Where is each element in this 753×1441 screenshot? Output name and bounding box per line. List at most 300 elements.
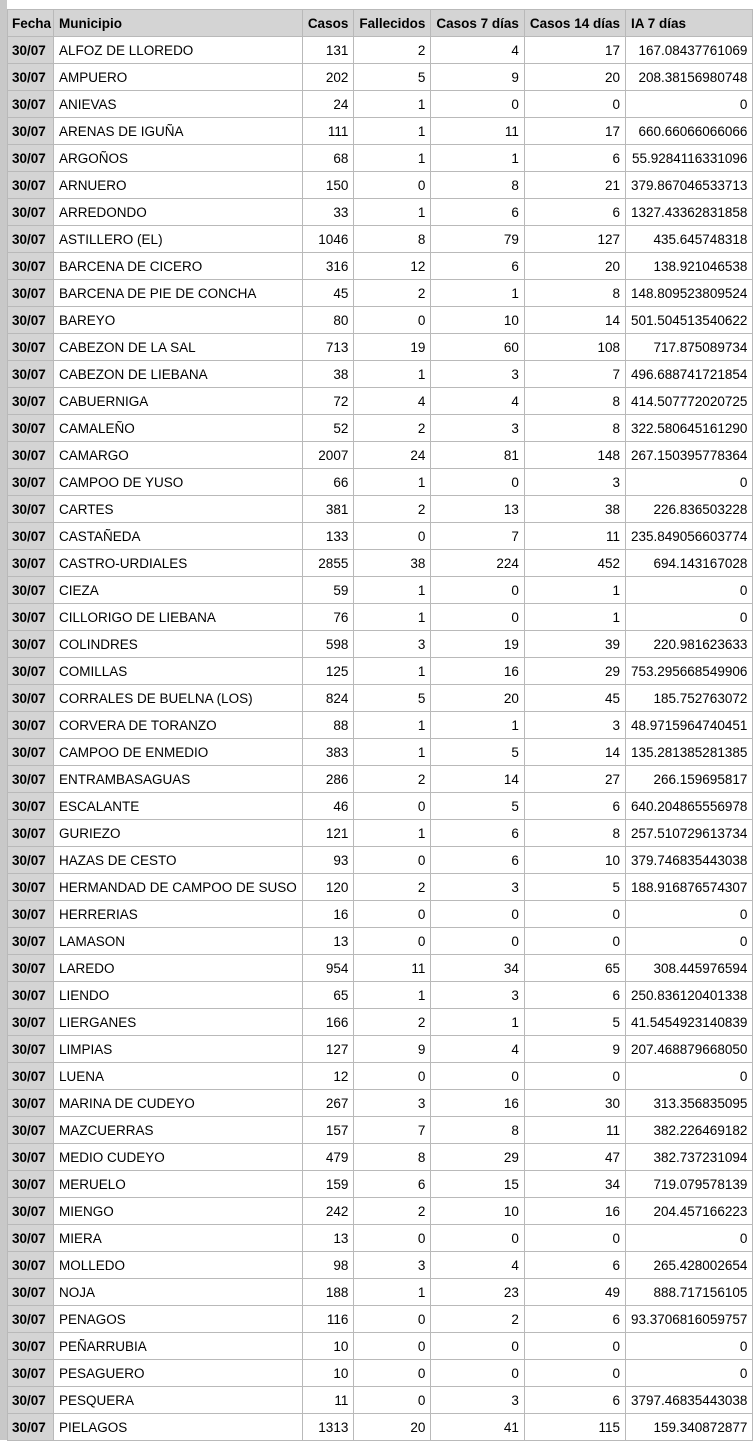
cell-casos-7-dias[interactable]: 34 [431, 955, 525, 982]
cell-municipio[interactable]: BAREYO [54, 307, 303, 334]
cell-fecha[interactable]: 30/07 [8, 415, 54, 442]
cell-fecha[interactable]: 30/07 [8, 145, 54, 172]
cell-casos-7-dias[interactable]: 81 [431, 442, 525, 469]
cell-casos-7-dias[interactable]: 9 [431, 64, 525, 91]
cell-ia-7-dias[interactable]: 0 [625, 1225, 752, 1252]
cell-fallecidos[interactable]: 1 [354, 712, 431, 739]
cell-ia-7-dias[interactable]: 382.737231094 [625, 1144, 752, 1171]
cell-ia-7-dias[interactable]: 148.809523809524 [625, 280, 752, 307]
cell-fallecidos[interactable]: 1 [354, 820, 431, 847]
cell-ia-7-dias[interactable]: 308.445976594 [625, 955, 752, 982]
cell-casos[interactable]: 46 [302, 793, 354, 820]
cell-casos[interactable]: 111 [302, 118, 354, 145]
cell-fallecidos[interactable]: 0 [354, 307, 431, 334]
cell-casos-14-dias[interactable]: 45 [524, 685, 625, 712]
cell-ia-7-dias[interactable]: 257.510729613734 [625, 820, 752, 847]
cell-fecha[interactable]: 30/07 [8, 1252, 54, 1279]
cell-municipio[interactable]: ALFOZ DE LLOREDO [54, 37, 303, 64]
header-casos-14-dias[interactable]: Casos 14 días [524, 10, 625, 37]
cell-ia-7-dias[interactable]: 204.457166223 [625, 1198, 752, 1225]
cell-casos[interactable]: 11 [302, 1387, 354, 1414]
cell-municipio[interactable]: PIELAGOS [54, 1414, 303, 1441]
cell-casos-14-dias[interactable]: 6 [524, 1306, 625, 1333]
cell-casos[interactable]: 2855 [302, 550, 354, 577]
cell-fallecidos[interactable]: 4 [354, 388, 431, 415]
cell-fallecidos[interactable]: 8 [354, 1144, 431, 1171]
cell-ia-7-dias[interactable]: 888.717156105 [625, 1279, 752, 1306]
cell-fallecidos[interactable]: 3 [354, 631, 431, 658]
cell-casos-14-dias[interactable]: 20 [524, 253, 625, 280]
cell-fecha[interactable]: 30/07 [8, 928, 54, 955]
cell-fallecidos[interactable]: 0 [354, 793, 431, 820]
cell-municipio[interactable]: LUENA [54, 1063, 303, 1090]
cell-fecha[interactable]: 30/07 [8, 253, 54, 280]
cell-casos[interactable]: 16 [302, 901, 354, 928]
cell-municipio[interactable]: CABEZON DE LIEBANA [54, 361, 303, 388]
cell-ia-7-dias[interactable]: 0 [625, 1360, 752, 1387]
cell-casos-14-dias[interactable]: 8 [524, 388, 625, 415]
cell-ia-7-dias[interactable]: 3797.46835443038 [625, 1387, 752, 1414]
cell-fecha[interactable]: 30/07 [8, 550, 54, 577]
header-fecha[interactable]: Fecha [8, 10, 54, 37]
cell-fallecidos[interactable]: 1 [354, 469, 431, 496]
cell-casos-7-dias[interactable]: 1 [431, 145, 525, 172]
cell-municipio[interactable]: MOLLEDO [54, 1252, 303, 1279]
cell-fecha[interactable]: 30/07 [8, 1306, 54, 1333]
cell-ia-7-dias[interactable]: 379.867046533713 [625, 172, 752, 199]
cell-fallecidos[interactable]: 0 [354, 1306, 431, 1333]
cell-casos-7-dias[interactable]: 0 [431, 928, 525, 955]
cell-casos-14-dias[interactable]: 127 [524, 226, 625, 253]
cell-casos-7-dias[interactable]: 10 [431, 1198, 525, 1225]
cell-fallecidos[interactable]: 5 [354, 64, 431, 91]
cell-municipio[interactable]: ASTILLERO (EL) [54, 226, 303, 253]
cell-casos-7-dias[interactable]: 14 [431, 766, 525, 793]
cell-casos-7-dias[interactable]: 0 [431, 1225, 525, 1252]
cell-municipio[interactable]: PESQUERA [54, 1387, 303, 1414]
cell-fallecidos[interactable]: 38 [354, 550, 431, 577]
cell-municipio[interactable]: ENTRAMBASAGUAS [54, 766, 303, 793]
cell-fecha[interactable]: 30/07 [8, 442, 54, 469]
cell-ia-7-dias[interactable]: 719.079578139 [625, 1171, 752, 1198]
cell-ia-7-dias[interactable]: 159.340872877 [625, 1414, 752, 1441]
cell-fallecidos[interactable]: 1 [354, 982, 431, 1009]
cell-ia-7-dias[interactable]: 220.981623633 [625, 631, 752, 658]
cell-municipio[interactable]: CIEZA [54, 577, 303, 604]
cell-fallecidos[interactable]: 0 [354, 928, 431, 955]
cell-ia-7-dias[interactable]: 1327.43362831858 [625, 199, 752, 226]
cell-casos-14-dias[interactable]: 6 [524, 1387, 625, 1414]
cell-fallecidos[interactable]: 0 [354, 1225, 431, 1252]
header-municipio[interactable]: Municipio [54, 10, 303, 37]
cell-casos-7-dias[interactable]: 6 [431, 820, 525, 847]
cell-casos-14-dias[interactable]: 8 [524, 820, 625, 847]
cell-casos-14-dias[interactable]: 0 [524, 1333, 625, 1360]
cell-casos-14-dias[interactable]: 16 [524, 1198, 625, 1225]
cell-municipio[interactable]: NOJA [54, 1279, 303, 1306]
cell-municipio[interactable]: CASTAÑEDA [54, 523, 303, 550]
cell-casos[interactable]: 2007 [302, 442, 354, 469]
cell-casos[interactable]: 824 [302, 685, 354, 712]
header-ia-7-dias[interactable]: IA 7 días [625, 10, 752, 37]
header-casos-7-dias[interactable]: Casos 7 días [431, 10, 525, 37]
cell-casos[interactable]: 10 [302, 1333, 354, 1360]
cell-casos[interactable]: 125 [302, 658, 354, 685]
cell-fecha[interactable]: 30/07 [8, 955, 54, 982]
cell-casos-7-dias[interactable]: 23 [431, 1279, 525, 1306]
cell-ia-7-dias[interactable]: 0 [625, 1063, 752, 1090]
cell-casos-7-dias[interactable]: 8 [431, 1117, 525, 1144]
cell-casos-14-dias[interactable]: 39 [524, 631, 625, 658]
cell-fecha[interactable]: 30/07 [8, 874, 54, 901]
cell-casos-14-dias[interactable]: 0 [524, 1063, 625, 1090]
cell-casos-7-dias[interactable]: 0 [431, 577, 525, 604]
cell-casos[interactable]: 10 [302, 1360, 354, 1387]
cell-casos[interactable]: 202 [302, 64, 354, 91]
cell-fecha[interactable]: 30/07 [8, 901, 54, 928]
cell-fallecidos[interactable]: 1 [354, 361, 431, 388]
cell-casos-14-dias[interactable]: 17 [524, 37, 625, 64]
cell-fecha[interactable]: 30/07 [8, 1036, 54, 1063]
cell-fecha[interactable]: 30/07 [8, 1360, 54, 1387]
cell-casos-14-dias[interactable]: 20 [524, 64, 625, 91]
cell-casos[interactable]: 24 [302, 91, 354, 118]
cell-fecha[interactable]: 30/07 [8, 658, 54, 685]
cell-fecha[interactable]: 30/07 [8, 523, 54, 550]
cell-fallecidos[interactable]: 12 [354, 253, 431, 280]
cell-casos[interactable]: 116 [302, 1306, 354, 1333]
cell-ia-7-dias[interactable]: 250.836120401338 [625, 982, 752, 1009]
cell-municipio[interactable]: CAMPOO DE YUSO [54, 469, 303, 496]
cell-casos-14-dias[interactable]: 1 [524, 577, 625, 604]
cell-municipio[interactable]: MIENGO [54, 1198, 303, 1225]
cell-casos-7-dias[interactable]: 6 [431, 847, 525, 874]
cell-casos[interactable]: 127 [302, 1036, 354, 1063]
cell-fallecidos[interactable]: 1 [354, 199, 431, 226]
cell-casos[interactable]: 33 [302, 199, 354, 226]
cell-ia-7-dias[interactable]: 313.356835095 [625, 1090, 752, 1117]
cell-ia-7-dias[interactable]: 135.281385281385 [625, 739, 752, 766]
cell-municipio[interactable]: PESAGUERO [54, 1360, 303, 1387]
cell-fallecidos[interactable]: 2 [354, 37, 431, 64]
cell-fecha[interactable]: 30/07 [8, 64, 54, 91]
cell-casos[interactable]: 242 [302, 1198, 354, 1225]
cell-casos[interactable]: 383 [302, 739, 354, 766]
cell-fecha[interactable]: 30/07 [8, 604, 54, 631]
cell-ia-7-dias[interactable]: 0 [625, 604, 752, 631]
cell-municipio[interactable]: CORRALES DE BUELNA (LOS) [54, 685, 303, 712]
cell-casos-14-dias[interactable]: 6 [524, 145, 625, 172]
cell-casos[interactable]: 66 [302, 469, 354, 496]
cell-fecha[interactable]: 30/07 [8, 739, 54, 766]
cell-casos-14-dias[interactable]: 8 [524, 280, 625, 307]
cell-casos-7-dias[interactable]: 16 [431, 1090, 525, 1117]
cell-fallecidos[interactable]: 2 [354, 766, 431, 793]
cell-municipio[interactable]: COLINDRES [54, 631, 303, 658]
cell-casos-7-dias[interactable]: 16 [431, 658, 525, 685]
cell-casos-7-dias[interactable]: 4 [431, 37, 525, 64]
cell-casos[interactable]: 120 [302, 874, 354, 901]
cell-casos-14-dias[interactable]: 10 [524, 847, 625, 874]
cell-casos-14-dias[interactable]: 27 [524, 766, 625, 793]
cell-casos[interactable]: 286 [302, 766, 354, 793]
cell-ia-7-dias[interactable]: 55.9284116331096 [625, 145, 752, 172]
cell-fecha[interactable]: 30/07 [8, 199, 54, 226]
cell-municipio[interactable]: BARCENA DE CICERO [54, 253, 303, 280]
cell-casos-7-dias[interactable]: 60 [431, 334, 525, 361]
cell-casos[interactable]: 93 [302, 847, 354, 874]
cell-ia-7-dias[interactable]: 41.5454923140839 [625, 1009, 752, 1036]
cell-ia-7-dias[interactable]: 208.38156980748 [625, 64, 752, 91]
cell-municipio[interactable]: CARTES [54, 496, 303, 523]
cell-casos[interactable]: 479 [302, 1144, 354, 1171]
cell-fecha[interactable]: 30/07 [8, 712, 54, 739]
cell-casos[interactable]: 157 [302, 1117, 354, 1144]
cell-casos[interactable]: 13 [302, 1225, 354, 1252]
cell-municipio[interactable]: CAMARGO [54, 442, 303, 469]
cell-casos-7-dias[interactable]: 0 [431, 901, 525, 928]
cell-casos-14-dias[interactable]: 6 [524, 1252, 625, 1279]
cell-fallecidos[interactable]: 1 [354, 577, 431, 604]
cell-casos-7-dias[interactable]: 6 [431, 199, 525, 226]
cell-casos-7-dias[interactable]: 0 [431, 1333, 525, 1360]
cell-fecha[interactable]: 30/07 [8, 1414, 54, 1441]
cell-casos[interactable]: 150 [302, 172, 354, 199]
cell-municipio[interactable]: CASTRO-URDIALES [54, 550, 303, 577]
cell-casos[interactable]: 131 [302, 37, 354, 64]
cell-ia-7-dias[interactable]: 0 [625, 91, 752, 118]
cell-casos[interactable]: 68 [302, 145, 354, 172]
cell-fallecidos[interactable]: 0 [354, 1387, 431, 1414]
cell-municipio[interactable]: CAMALEÑO [54, 415, 303, 442]
cell-municipio[interactable]: MIERA [54, 1225, 303, 1252]
cell-municipio[interactable]: CORVERA DE TORANZO [54, 712, 303, 739]
cell-fecha[interactable]: 30/07 [8, 388, 54, 415]
cell-casos-7-dias[interactable]: 19 [431, 631, 525, 658]
cell-casos-7-dias[interactable]: 0 [431, 1063, 525, 1090]
cell-casos-14-dias[interactable]: 0 [524, 91, 625, 118]
cell-fallecidos[interactable]: 0 [354, 1063, 431, 1090]
cell-ia-7-dias[interactable]: 640.204865556978 [625, 793, 752, 820]
cell-casos[interactable]: 316 [302, 253, 354, 280]
cell-casos[interactable]: 98 [302, 1252, 354, 1279]
cell-ia-7-dias[interactable]: 382.226469182 [625, 1117, 752, 1144]
cell-casos-7-dias[interactable]: 6 [431, 253, 525, 280]
cell-fallecidos[interactable]: 3 [354, 1090, 431, 1117]
cell-casos-14-dias[interactable]: 6 [524, 199, 625, 226]
cell-casos-7-dias[interactable]: 5 [431, 793, 525, 820]
cell-fecha[interactable]: 30/07 [8, 1279, 54, 1306]
cell-fecha[interactable]: 30/07 [8, 793, 54, 820]
cell-casos-7-dias[interactable]: 3 [431, 982, 525, 1009]
cell-fecha[interactable]: 30/07 [8, 91, 54, 118]
cell-casos-14-dias[interactable]: 0 [524, 928, 625, 955]
cell-ia-7-dias[interactable]: 753.295668549906 [625, 658, 752, 685]
cell-casos-7-dias[interactable]: 20 [431, 685, 525, 712]
cell-fecha[interactable]: 30/07 [8, 1144, 54, 1171]
cell-ia-7-dias[interactable]: 501.504513540622 [625, 307, 752, 334]
cell-ia-7-dias[interactable]: 0 [625, 1333, 752, 1360]
cell-fecha[interactable]: 30/07 [8, 766, 54, 793]
cell-casos-14-dias[interactable]: 30 [524, 1090, 625, 1117]
cell-municipio[interactable]: ARENAS DE IGUÑA [54, 118, 303, 145]
cell-casos[interactable]: 72 [302, 388, 354, 415]
cell-municipio[interactable]: LAREDO [54, 955, 303, 982]
cell-fallecidos[interactable]: 1 [354, 145, 431, 172]
cell-fallecidos[interactable]: 1 [354, 1279, 431, 1306]
cell-fallecidos[interactable]: 24 [354, 442, 431, 469]
cell-fecha[interactable]: 30/07 [8, 631, 54, 658]
cell-ia-7-dias[interactable]: 379.746835443038 [625, 847, 752, 874]
cell-fallecidos[interactable]: 2 [354, 1198, 431, 1225]
cell-casos-7-dias[interactable]: 1 [431, 712, 525, 739]
cell-fecha[interactable]: 30/07 [8, 334, 54, 361]
cell-municipio[interactable]: LAMASON [54, 928, 303, 955]
cell-municipio[interactable]: CILLORIGO DE LIEBANA [54, 604, 303, 631]
cell-fecha[interactable]: 30/07 [8, 1063, 54, 1090]
cell-casos[interactable]: 1313 [302, 1414, 354, 1441]
cell-casos-14-dias[interactable]: 115 [524, 1414, 625, 1441]
cell-casos-7-dias[interactable]: 29 [431, 1144, 525, 1171]
cell-fallecidos[interactable]: 1 [354, 604, 431, 631]
cell-casos-14-dias[interactable]: 0 [524, 1360, 625, 1387]
cell-casos-7-dias[interactable]: 5 [431, 739, 525, 766]
cell-municipio[interactable]: HAZAS DE CESTO [54, 847, 303, 874]
cell-fallecidos[interactable]: 5 [354, 685, 431, 712]
cell-casos-7-dias[interactable]: 13 [431, 496, 525, 523]
cell-casos-14-dias[interactable]: 452 [524, 550, 625, 577]
cell-ia-7-dias[interactable]: 414.507772020725 [625, 388, 752, 415]
cell-casos-7-dias[interactable]: 0 [431, 91, 525, 118]
cell-casos[interactable]: 954 [302, 955, 354, 982]
cell-fallecidos[interactable]: 19 [354, 334, 431, 361]
cell-casos[interactable]: 381 [302, 496, 354, 523]
cell-casos[interactable]: 52 [302, 415, 354, 442]
cell-municipio[interactable]: CABUERNIGA [54, 388, 303, 415]
cell-casos-7-dias[interactable]: 0 [431, 604, 525, 631]
cell-ia-7-dias[interactable]: 207.468879668050 [625, 1036, 752, 1063]
cell-casos-14-dias[interactable]: 38 [524, 496, 625, 523]
cell-fecha[interactable]: 30/07 [8, 1333, 54, 1360]
cell-ia-7-dias[interactable]: 496.688741721854 [625, 361, 752, 388]
cell-fecha[interactable]: 30/07 [8, 1225, 54, 1252]
cell-ia-7-dias[interactable]: 266.159695817 [625, 766, 752, 793]
cell-municipio[interactable]: LIMPIAS [54, 1036, 303, 1063]
cell-casos-7-dias[interactable]: 4 [431, 388, 525, 415]
cell-casos-7-dias[interactable]: 4 [431, 1252, 525, 1279]
cell-fecha[interactable]: 30/07 [8, 685, 54, 712]
cell-ia-7-dias[interactable]: 48.9715964740451 [625, 712, 752, 739]
cell-ia-7-dias[interactable]: 0 [625, 901, 752, 928]
cell-casos[interactable]: 13 [302, 928, 354, 955]
cell-casos[interactable]: 133 [302, 523, 354, 550]
cell-fallecidos[interactable]: 20 [354, 1414, 431, 1441]
cell-casos-14-dias[interactable]: 11 [524, 1117, 625, 1144]
cell-casos[interactable]: 159 [302, 1171, 354, 1198]
cell-ia-7-dias[interactable]: 267.150395778364 [625, 442, 752, 469]
cell-fallecidos[interactable]: 0 [354, 523, 431, 550]
cell-municipio[interactable]: PENAGOS [54, 1306, 303, 1333]
cell-ia-7-dias[interactable]: 265.428002654 [625, 1252, 752, 1279]
cell-municipio[interactable]: PEÑARRUBIA [54, 1333, 303, 1360]
cell-casos-7-dias[interactable]: 3 [431, 415, 525, 442]
cell-municipio[interactable]: CAMPOO DE ENMEDIO [54, 739, 303, 766]
cell-casos-7-dias[interactable]: 41 [431, 1414, 525, 1441]
cell-casos[interactable]: 80 [302, 307, 354, 334]
cell-casos-7-dias[interactable]: 10 [431, 307, 525, 334]
cell-casos-7-dias[interactable]: 224 [431, 550, 525, 577]
cell-casos-14-dias[interactable]: 14 [524, 307, 625, 334]
cell-fallecidos[interactable]: 11 [354, 955, 431, 982]
cell-casos[interactable]: 267 [302, 1090, 354, 1117]
cell-casos-14-dias[interactable]: 34 [524, 1171, 625, 1198]
cell-fallecidos[interactable]: 1 [354, 739, 431, 766]
cell-municipio[interactable]: ANIEVAS [54, 91, 303, 118]
cell-fecha[interactable]: 30/07 [8, 172, 54, 199]
cell-fallecidos[interactable]: 0 [354, 1333, 431, 1360]
cell-fallecidos[interactable]: 2 [354, 496, 431, 523]
cell-ia-7-dias[interactable]: 188.916876574307 [625, 874, 752, 901]
cell-fallecidos[interactable]: 2 [354, 415, 431, 442]
cell-casos-7-dias[interactable]: 79 [431, 226, 525, 253]
header-fallecidos[interactable]: Fallecidos [354, 10, 431, 37]
cell-ia-7-dias[interactable]: 660.66066066066 [625, 118, 752, 145]
cell-casos-14-dias[interactable]: 17 [524, 118, 625, 145]
cell-fecha[interactable]: 30/07 [8, 361, 54, 388]
cell-fecha[interactable]: 30/07 [8, 307, 54, 334]
cell-fecha[interactable]: 30/07 [8, 820, 54, 847]
cell-casos-7-dias[interactable]: 0 [431, 469, 525, 496]
cell-ia-7-dias[interactable]: 235.849056603774 [625, 523, 752, 550]
cell-municipio[interactable]: MERUELO [54, 1171, 303, 1198]
cell-municipio[interactable]: BARCENA DE PIE DE CONCHA [54, 280, 303, 307]
cell-ia-7-dias[interactable]: 435.645748318 [625, 226, 752, 253]
cell-casos[interactable]: 38 [302, 361, 354, 388]
cell-ia-7-dias[interactable]: 0 [625, 469, 752, 496]
cell-fecha[interactable]: 30/07 [8, 982, 54, 1009]
cell-municipio[interactable]: MAZCUERRAS [54, 1117, 303, 1144]
cell-fecha[interactable]: 30/07 [8, 37, 54, 64]
cell-fallecidos[interactable]: 2 [354, 874, 431, 901]
cell-municipio[interactable]: HERRERIAS [54, 901, 303, 928]
cell-fallecidos[interactable]: 2 [354, 1009, 431, 1036]
cell-casos[interactable]: 598 [302, 631, 354, 658]
cell-casos-14-dias[interactable]: 7 [524, 361, 625, 388]
cell-casos-14-dias[interactable]: 11 [524, 523, 625, 550]
cell-fecha[interactable]: 30/07 [8, 118, 54, 145]
cell-municipio[interactable]: HERMANDAD DE CAMPOO DE SUSO [54, 874, 303, 901]
cell-fecha[interactable]: 30/07 [8, 469, 54, 496]
cell-casos-14-dias[interactable]: 0 [524, 1225, 625, 1252]
cell-ia-7-dias[interactable]: 694.143167028 [625, 550, 752, 577]
cell-casos[interactable]: 1046 [302, 226, 354, 253]
cell-fecha[interactable]: 30/07 [8, 496, 54, 523]
cell-casos-14-dias[interactable]: 21 [524, 172, 625, 199]
cell-casos[interactable]: 88 [302, 712, 354, 739]
cell-ia-7-dias[interactable]: 0 [625, 928, 752, 955]
cell-casos-7-dias[interactable]: 0 [431, 1360, 525, 1387]
cell-casos[interactable]: 59 [302, 577, 354, 604]
cell-casos-14-dias[interactable]: 1 [524, 604, 625, 631]
cell-ia-7-dias[interactable]: 93.3706816059757 [625, 1306, 752, 1333]
cell-fallecidos[interactable]: 7 [354, 1117, 431, 1144]
cell-casos-7-dias[interactable]: 11 [431, 118, 525, 145]
cell-municipio[interactable]: COMILLAS [54, 658, 303, 685]
cell-fecha[interactable]: 30/07 [8, 577, 54, 604]
cell-casos-14-dias[interactable]: 6 [524, 793, 625, 820]
cell-casos-7-dias[interactable]: 8 [431, 172, 525, 199]
cell-fecha[interactable]: 30/07 [8, 1387, 54, 1414]
